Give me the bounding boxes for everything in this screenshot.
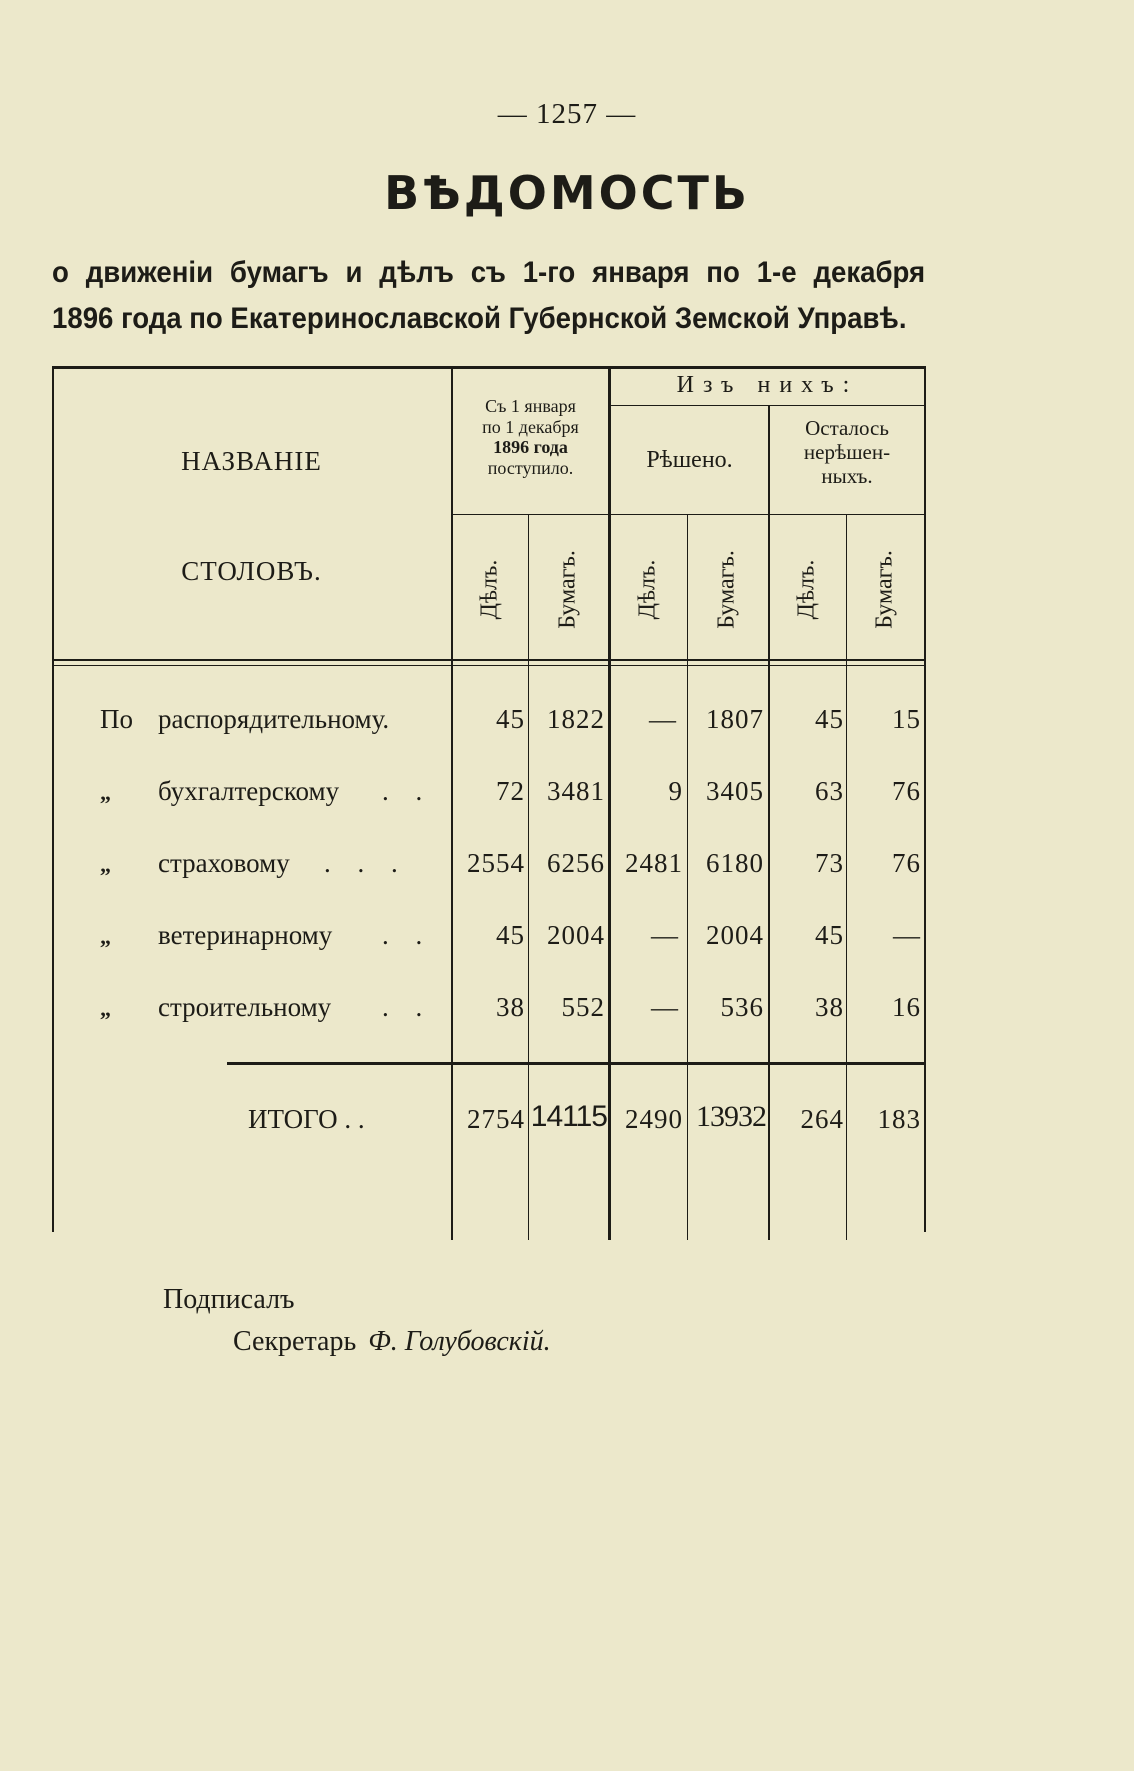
col-rule-2	[528, 514, 529, 1240]
row-name: ветеринарному	[158, 920, 333, 950]
received-cases-header: Дѣлъ.	[476, 559, 503, 620]
row-name: страховому	[158, 848, 290, 878]
row-prefix: „	[100, 852, 111, 877]
name-col-header: НАЗВАНIЕ	[181, 446, 322, 476]
row-1-remaining-cases: 45	[815, 704, 844, 734]
total-remaining-cases: 264	[800, 1104, 844, 1134]
total-resolved-papers: 13932	[696, 1100, 766, 1133]
row-5-resolved-papers: 536	[720, 992, 764, 1022]
row-1-received-cases: 45	[496, 704, 525, 734]
row-4-received-papers: 2004	[547, 920, 605, 950]
name-col-header-2: СТОЛОВЪ.	[181, 556, 322, 586]
row-3-remaining-papers: 76	[892, 848, 921, 878]
secretary-title: Секретарь	[233, 1326, 357, 1357]
row-4-resolved-cases: —	[651, 920, 679, 950]
table-left-rule	[52, 366, 54, 1232]
secretary-name: Ф. Голубовскiй.	[368, 1326, 551, 1357]
row-name: распорядительному.	[158, 704, 390, 734]
row-1-resolved-cases: —	[649, 704, 677, 734]
subtitle-line-1: о движенiи бумагъ и дѣлъ съ 1-го января по 1-е декабря	[52, 256, 926, 289]
row-4-remaining-cases: 45	[815, 920, 844, 950]
resolved-header: Рѣшено.	[646, 447, 733, 473]
row-3-resolved-cases: 2481	[625, 848, 683, 878]
total-rule	[227, 1062, 926, 1065]
row-1-received-papers: 1822	[547, 704, 605, 734]
row-5-received-cases: 38	[496, 992, 525, 1022]
total-received-papers: 14115	[530, 1100, 607, 1133]
signed-label: Подписалъ	[163, 1284, 295, 1315]
total-label: ИТОГО . .	[248, 1104, 365, 1134]
table-top-rule	[52, 366, 926, 369]
of-them-header: Изъ нихъ:	[676, 372, 859, 398]
received-header: Съ 1 января по 1 декабря 1896 года поступило.	[482, 396, 579, 479]
row-dots: . .	[382, 992, 433, 1022]
row-dots: . .	[382, 776, 433, 806]
row-3-remaining-cases: 73	[815, 848, 844, 878]
row-2-remaining-papers: 76	[892, 776, 921, 806]
row-5-received-papers: 552	[561, 992, 605, 1022]
header-double-rule-1	[52, 659, 926, 661]
total-resolved-cases: 2490	[625, 1104, 683, 1134]
row-dots: . . .	[324, 848, 408, 878]
row-2-remaining-cases: 63	[815, 776, 844, 806]
subtitle-line-2: 1896 года по Екатеринославской Губернской Земской Управѣ.	[52, 302, 907, 335]
row-5-remaining-cases: 38	[815, 992, 844, 1022]
row-prefix: „	[100, 996, 111, 1021]
header-double-rule-2	[52, 665, 926, 666]
row-5-remaining-papers: 16	[892, 992, 921, 1022]
row-prefix: „	[100, 780, 111, 805]
subheader-rule	[451, 514, 926, 515]
row-name: бухгалтерскому	[158, 776, 340, 806]
row-prefix: „	[100, 924, 111, 949]
row-dots: . .	[382, 920, 433, 950]
row-1-resolved-papers: 1807	[706, 704, 764, 734]
row-4-received-cases: 45	[496, 920, 525, 950]
row-name: строительному	[158, 992, 332, 1022]
row-3-received-cases: 2554	[467, 848, 525, 878]
total-received-cases: 2754	[467, 1104, 525, 1134]
row-3-resolved-papers: 6180	[706, 848, 764, 878]
remaining-papers-header: Бумагъ.	[871, 550, 898, 629]
resolved-cases-header: Дѣлъ.	[634, 559, 661, 620]
row-2-received-papers: 3481	[547, 776, 605, 806]
total-remaining-papers: 183	[877, 1104, 921, 1134]
table-right-rule	[924, 366, 926, 1232]
page-title: ВѢДОМОСТЬ	[384, 166, 750, 220]
received-papers-header: Бумагъ.	[554, 550, 581, 629]
remaining-header: Осталось нерѣшен- ныхъ.	[803, 416, 891, 489]
row-1-remaining-papers: 15	[892, 704, 921, 734]
resolved-papers-header: Бумагъ.	[713, 550, 740, 629]
row-2-resolved-papers: 3405	[706, 776, 764, 806]
row-2-received-cases: 72	[496, 776, 525, 806]
row-prefix: По	[100, 704, 133, 734]
page-number: — 1257 —	[497, 98, 637, 130]
row-5-resolved-cases: —	[651, 992, 679, 1022]
row-4-remaining-papers: —	[893, 920, 921, 950]
row-4-resolved-papers: 2004	[706, 920, 764, 950]
row-2-resolved-cases: 9	[668, 776, 683, 806]
row-3-received-papers: 6256	[547, 848, 605, 878]
secretary-line	[233, 1326, 551, 1358]
remaining-cases-header: Дѣлъ.	[793, 559, 820, 620]
